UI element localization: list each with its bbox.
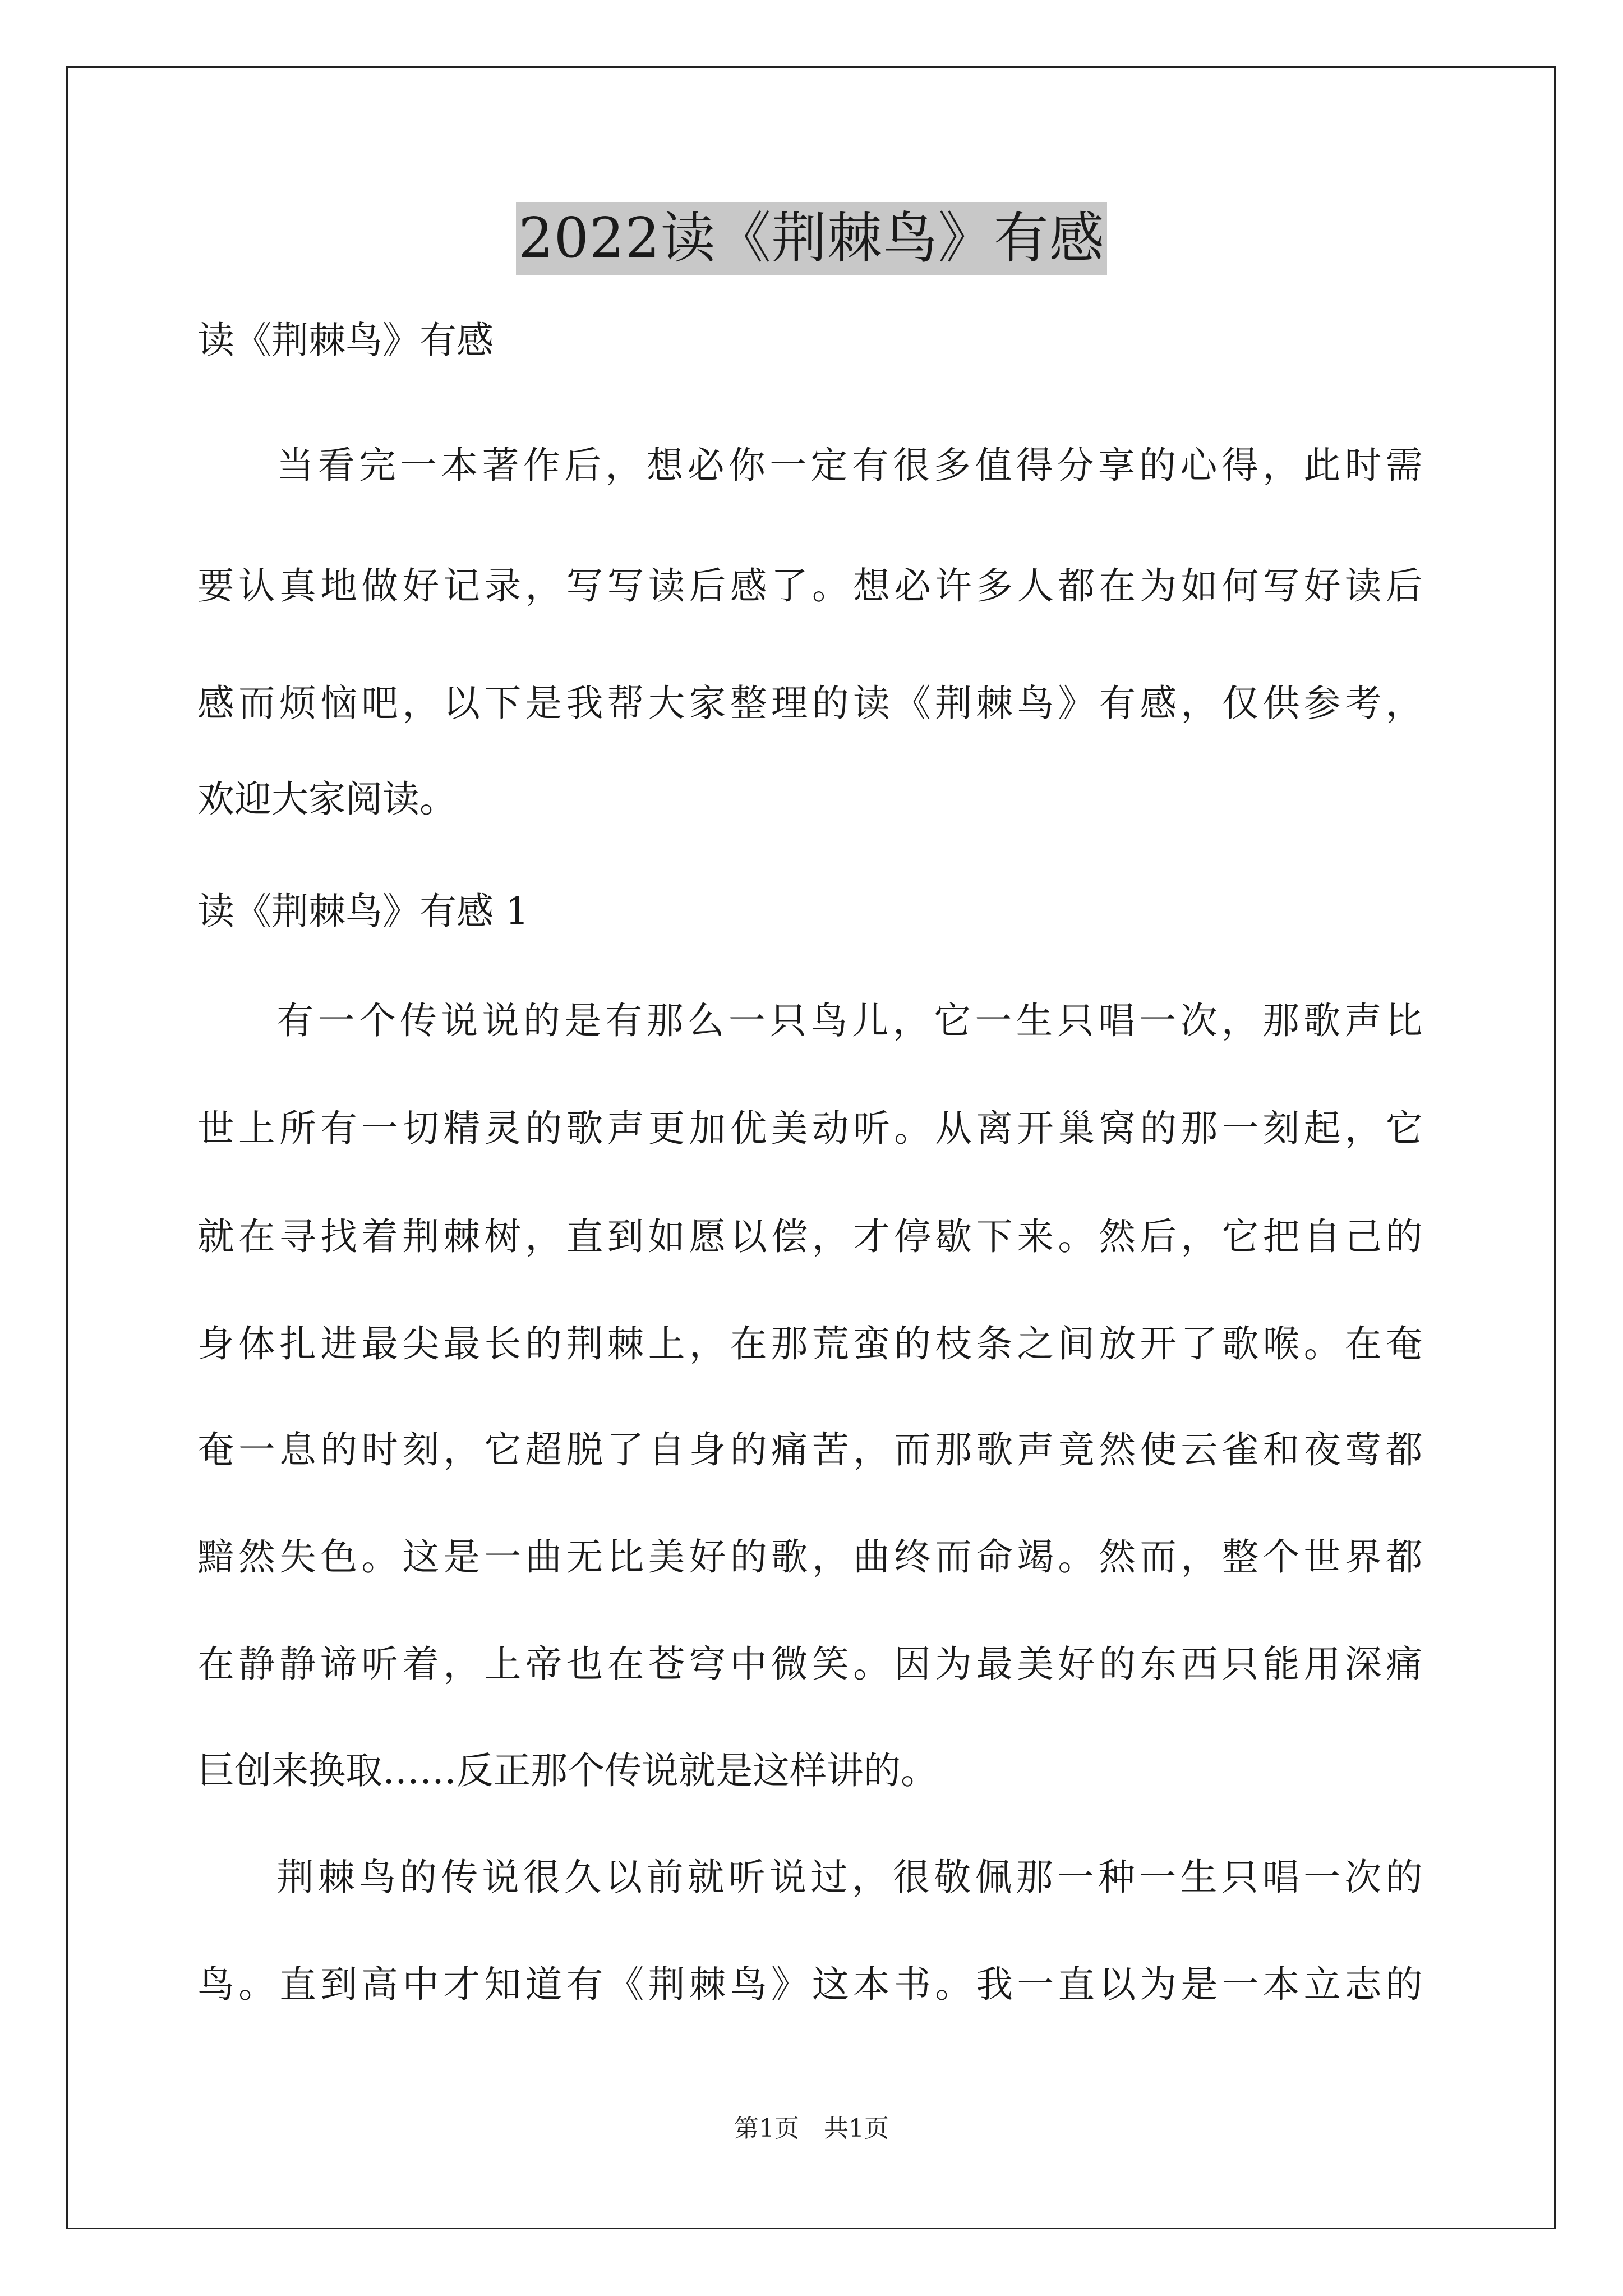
text-line: 巨创来换取……反正那个传说就是这样讲的。 bbox=[197, 1749, 938, 1792]
text-line: 感而烦恼吧，以下是我帮大家整理的读《荆棘鸟》有感，仅供参考， bbox=[197, 682, 1427, 725]
page-footer: 第1页 共1页 bbox=[734, 2114, 889, 2143]
text-line: 世上所有一切精灵的歌声更加优美动听。从离开巢窝的那一刻起，它 bbox=[197, 1107, 1427, 1150]
text-line: 就在寻找着荆棘树，直到如愿以偿，才停歇下来。然后，它把自己的 bbox=[197, 1215, 1427, 1258]
text-line: 欢迎大家阅读。 bbox=[197, 777, 457, 821]
text-line: 在静静谛听着，上帝也在苍穹中微笑。因为最美好的东西只能用深痛 bbox=[197, 1642, 1427, 1686]
section-heading: 读《荆棘鸟》有感 bbox=[197, 319, 494, 362]
section-heading: 读《荆棘鸟》有感 1 bbox=[197, 890, 529, 933]
title-block bbox=[0, 202, 1623, 275]
document-title: 2022读《荆棘鸟》有感 bbox=[516, 202, 1106, 275]
text-line: 有一个传说说的是有那么一只鸟儿，它一生只唱一次，那歌声比 bbox=[276, 999, 1427, 1042]
text-line: 奄一息的时刻，它超脱了自身的痛苦，而那歌声竟然使云雀和夜莺都 bbox=[197, 1428, 1427, 1471]
text-line: 荆棘鸟的传说很久以前就听说过，很敬佩那一种一生只唱一次的 bbox=[276, 1856, 1427, 1899]
text-line: 鸟。直到高中才知道有《荆棘鸟》这本书。我一直以为是一本立志的 bbox=[197, 1963, 1427, 2006]
text-line: 要认真地做好记录，写写读后感了。想必许多人都在为如何写好读后 bbox=[197, 564, 1427, 608]
text-line: 当看完一本著作后，想必你一定有很多值得分享的心得，此时需 bbox=[276, 444, 1427, 487]
text-line: 身体扎进最尖最长的荆棘上，在那荒蛮的枝条之间放开了歌喉。在奄 bbox=[197, 1322, 1427, 1365]
text-line: 黯然失色。这是一曲无比美好的歌，曲终而命竭。然而，整个世界都 bbox=[197, 1535, 1427, 1579]
